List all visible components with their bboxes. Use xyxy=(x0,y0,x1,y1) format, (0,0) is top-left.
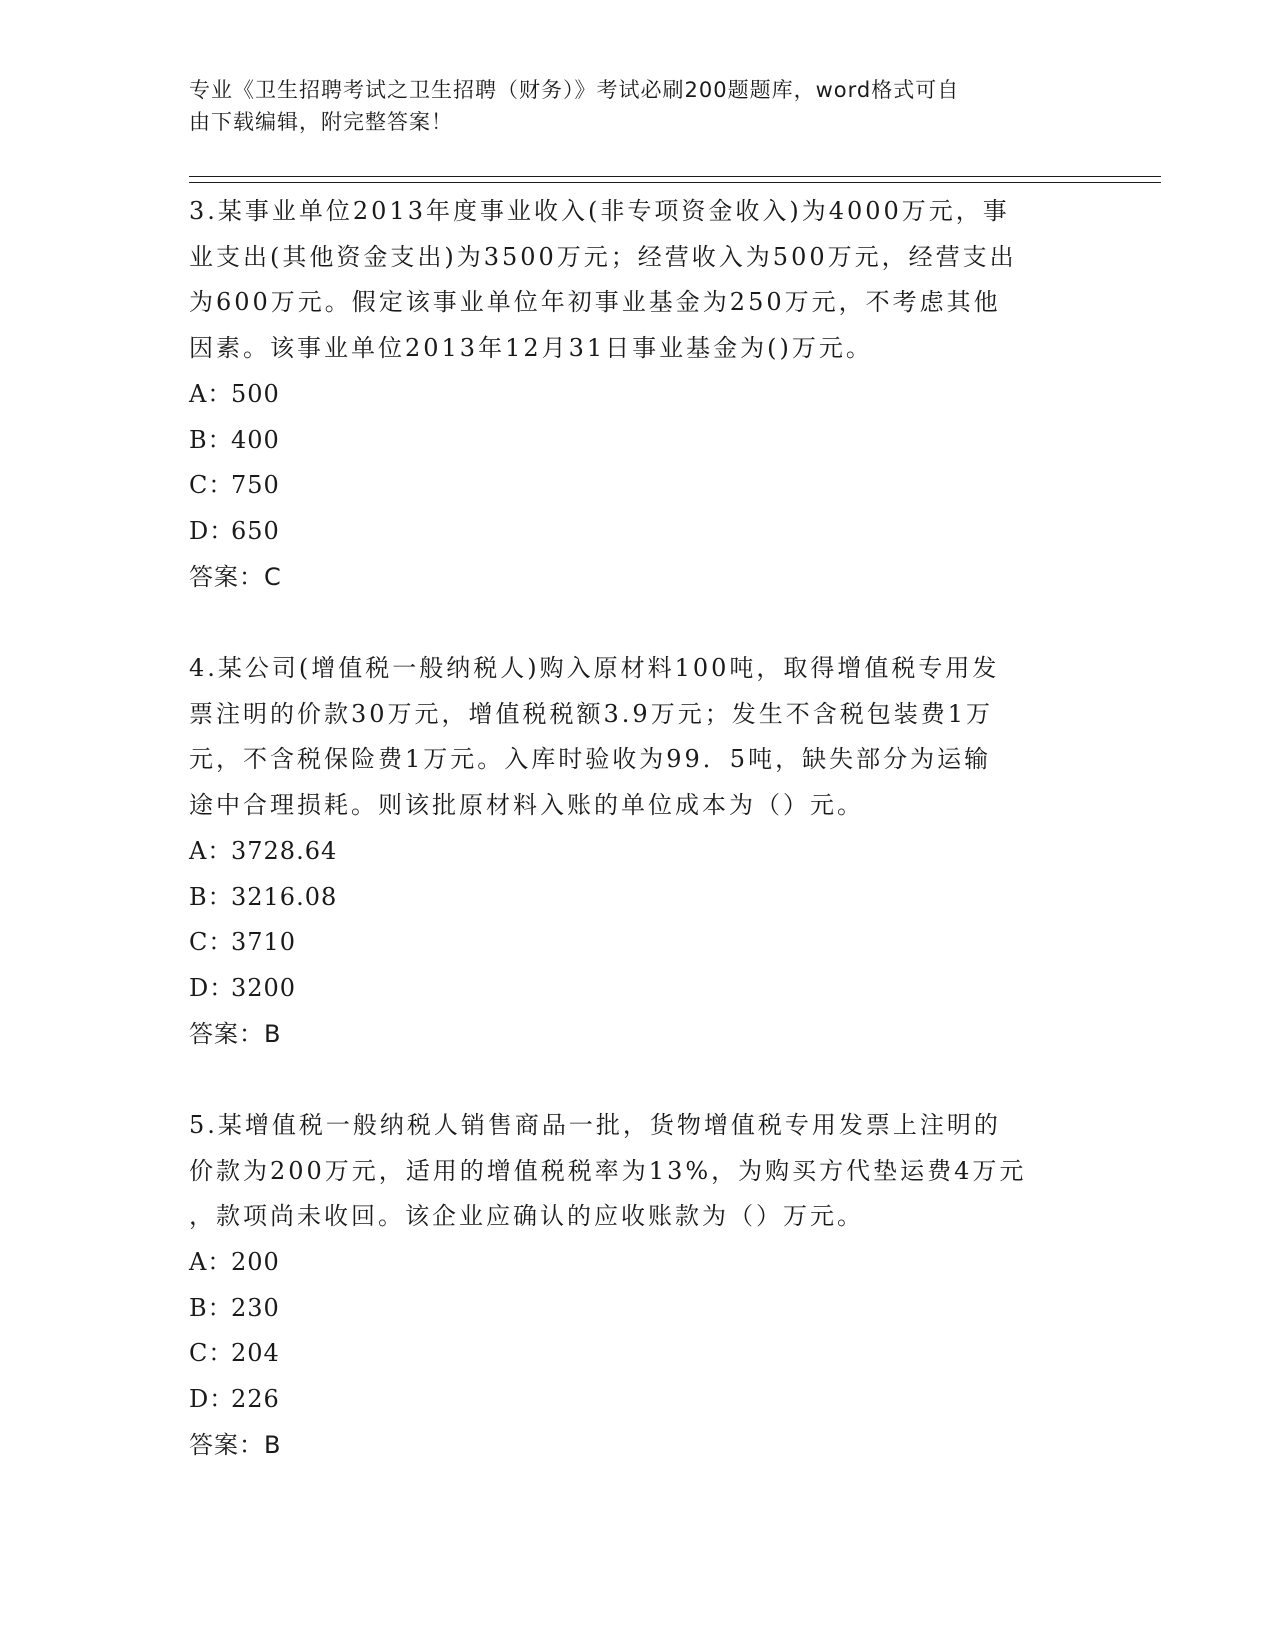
option-letter: D： xyxy=(189,973,235,1002)
option-list xyxy=(189,372,1089,555)
question-text xyxy=(189,1103,1089,1240)
option-c xyxy=(189,463,1089,509)
option-letter: A： xyxy=(189,836,233,865)
option-value: 204 xyxy=(231,1339,280,1368)
question-line: 3.某事业单位2013年度事业收入(非专项资金收入)为4000万元，事 xyxy=(189,197,1010,225)
question-line: 因素。该事业单位2013年12月31日事业基金为()万元。 xyxy=(189,334,873,363)
question-line: 票注明的价款30万元，增值税税额3.9万元；发生不含税包装费1万 xyxy=(189,699,993,728)
option-value: 3728.64 xyxy=(231,836,338,865)
option-value: 200 xyxy=(231,1248,280,1277)
option-list xyxy=(189,1240,1089,1423)
option-a xyxy=(189,372,1089,418)
question-text xyxy=(189,189,1089,372)
question-line: 4.某公司(增值税一般纳税人)购入原材料100吨，取得增值税专用发 xyxy=(189,654,1000,682)
question-line: 元，不含税保险费1万元。入库时验收为99．5吨，缺失部分为运输 xyxy=(189,745,992,774)
question-3 xyxy=(189,189,1089,600)
option-letter: D： xyxy=(189,516,235,545)
option-letter: B： xyxy=(189,882,233,911)
answer-line: 答案：B xyxy=(189,1430,282,1459)
question-line: 为600万元。假定该事业单位年初事业基金为250万元，不考虑其他 xyxy=(189,288,1001,317)
question-line: 业支出(其他资金支出)为3500万元；经营收入为500万元，经营支出 xyxy=(189,242,1017,271)
option-letter: D： xyxy=(189,1385,235,1414)
header-line-2: 由下载编辑，附完整答案！ xyxy=(189,110,453,134)
option-value: 650 xyxy=(231,516,280,545)
option-value: 750 xyxy=(231,471,280,500)
option-b xyxy=(189,1286,1089,1332)
option-value: 500 xyxy=(231,379,280,408)
question-line: ，款项尚未收回。该企业应确认的应收账款为（）万元。 xyxy=(189,1202,864,1231)
question-line: 5.某增值税一般纳税人销售商品一批，货物增值税专用发票上注明的 xyxy=(189,1111,1001,1139)
option-a xyxy=(189,829,1089,875)
option-value: 226 xyxy=(231,1385,280,1414)
option-value: 3216.08 xyxy=(231,882,338,911)
option-b xyxy=(189,418,1089,464)
header-line-1: 专业《卫生招聘考试之卫生招聘（财务）》考试必刷200题题库，word格式可自 xyxy=(189,78,960,102)
option-d xyxy=(189,966,1089,1012)
option-c xyxy=(189,920,1089,966)
document-header xyxy=(189,74,1089,138)
option-d xyxy=(189,1377,1089,1423)
question-line: 价款为200万元，适用的增值税税率为13%，为购买方代垫运费4万元 xyxy=(189,1156,1027,1185)
question-5 xyxy=(189,1103,1089,1469)
answer-line: 答案：B xyxy=(189,1019,282,1048)
option-list xyxy=(189,829,1089,1012)
option-a xyxy=(189,1240,1089,1286)
option-value: 400 xyxy=(231,425,280,454)
option-letter: B： xyxy=(189,1293,233,1322)
option-value: 3710 xyxy=(231,928,297,957)
header-divider-top xyxy=(189,176,1161,177)
option-letter: C： xyxy=(189,471,234,500)
option-c xyxy=(189,1331,1089,1377)
option-letter: C： xyxy=(189,928,234,957)
option-d xyxy=(189,509,1089,555)
option-letter: B： xyxy=(189,425,233,454)
question-text xyxy=(189,646,1089,829)
option-letter: A： xyxy=(189,1248,233,1277)
option-letter: A： xyxy=(189,379,233,408)
answer-line: 答案：C xyxy=(189,562,282,591)
option-value: 3200 xyxy=(231,973,297,1002)
option-value: 230 xyxy=(231,1293,280,1322)
option-letter: C： xyxy=(189,1339,234,1368)
question-line: 途中合理损耗。则该批原材料入账的单位成本为（）元。 xyxy=(189,791,864,820)
question-4 xyxy=(189,646,1089,1057)
option-b xyxy=(189,875,1089,921)
header-divider-bottom xyxy=(189,182,1161,183)
